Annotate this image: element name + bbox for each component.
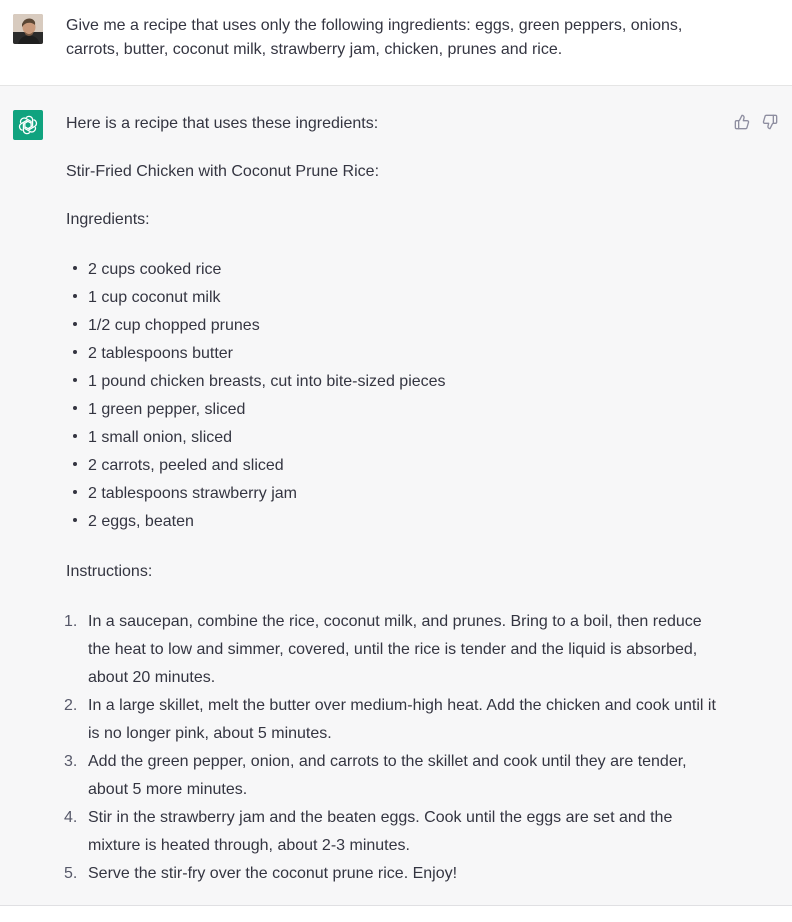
instructions-list (66, 608, 726, 888)
user-avatar (13, 14, 43, 44)
step-number: 4. (64, 809, 78, 826)
ingredient-item: 2 tablespoons strawberry jam (66, 480, 726, 508)
user-avatar-photo-icon (13, 14, 43, 44)
step-text: In a saucepan, combine the rice, coconut milk, and prunes. Bring to a boil, then reduce the heat to low and simmer, covered, until the rice is tender and the liquid is absorbed, about 20 minutes. (88, 613, 702, 686)
instruction-step (66, 804, 726, 860)
step-text: Stir in the strawberry jam and the beaten eggs. Cook until the eggs are set and the mixture is heated through, about 2-3 minutes. (88, 809, 673, 854)
step-text: Serve the stir-fry over the coconut prune rice. Enjoy! (88, 865, 458, 882)
step-number: 2. (64, 697, 78, 714)
assistant-message (0, 86, 792, 906)
step-text: In a large skillet, melt the butter over medium-high heat. Add the chicken and cook until it is no longer pink, about 5 minutes. (88, 697, 716, 742)
ingredient-item: 2 eggs, beaten (66, 508, 726, 536)
instructions-heading: Instructions: (66, 563, 153, 580)
ingredients-list (66, 256, 726, 536)
thumbs-up-icon[interactable] (734, 114, 750, 130)
ingredient-item: 2 carrots, peeled and sliced (66, 452, 726, 480)
user-message-text: Give me a recipe that uses only the following ingredients: eggs, green peppers, onions, carrots, butter, coconut milk, strawberry jam, chicken, prunes and rice. (66, 17, 683, 58)
ingredient-item: 1 cup coconut milk (66, 284, 726, 312)
ingredient-item: 2 tablespoons butter (66, 340, 726, 368)
ingredient-item: 2 cups cooked rice (66, 256, 726, 284)
feedback-buttons (734, 114, 778, 130)
intro-text: Here is a recipe that uses these ingredients: (66, 115, 379, 132)
step-text: Add the green pepper, onion, and carrots to the skillet and cook until they are tender, about 5 more minutes. (88, 753, 687, 798)
ingredient-item: 1 small onion, sliced (66, 424, 726, 452)
openai-logo-icon (13, 110, 43, 140)
instruction-step (66, 748, 726, 804)
recipe-title: Stir-Fried Chicken with Coconut Prune Rice: (66, 163, 380, 180)
instruction-step (66, 860, 726, 888)
thumbs-down-icon[interactable] (762, 114, 778, 130)
assistant-message-body (66, 112, 726, 888)
user-message (0, 0, 792, 86)
step-number: 5. (64, 865, 78, 882)
step-number: 3. (64, 753, 78, 770)
ingredients-heading: Ingredients: (66, 211, 150, 228)
ingredient-item: 1 green pepper, sliced (66, 396, 726, 424)
step-number: 1. (64, 613, 78, 630)
ingredient-item: 1/2 cup chopped prunes (66, 312, 726, 340)
instruction-step (66, 608, 726, 692)
instruction-step (66, 692, 726, 748)
ingredient-item: 1 pound chicken breasts, cut into bite-sized pieces (66, 368, 726, 396)
